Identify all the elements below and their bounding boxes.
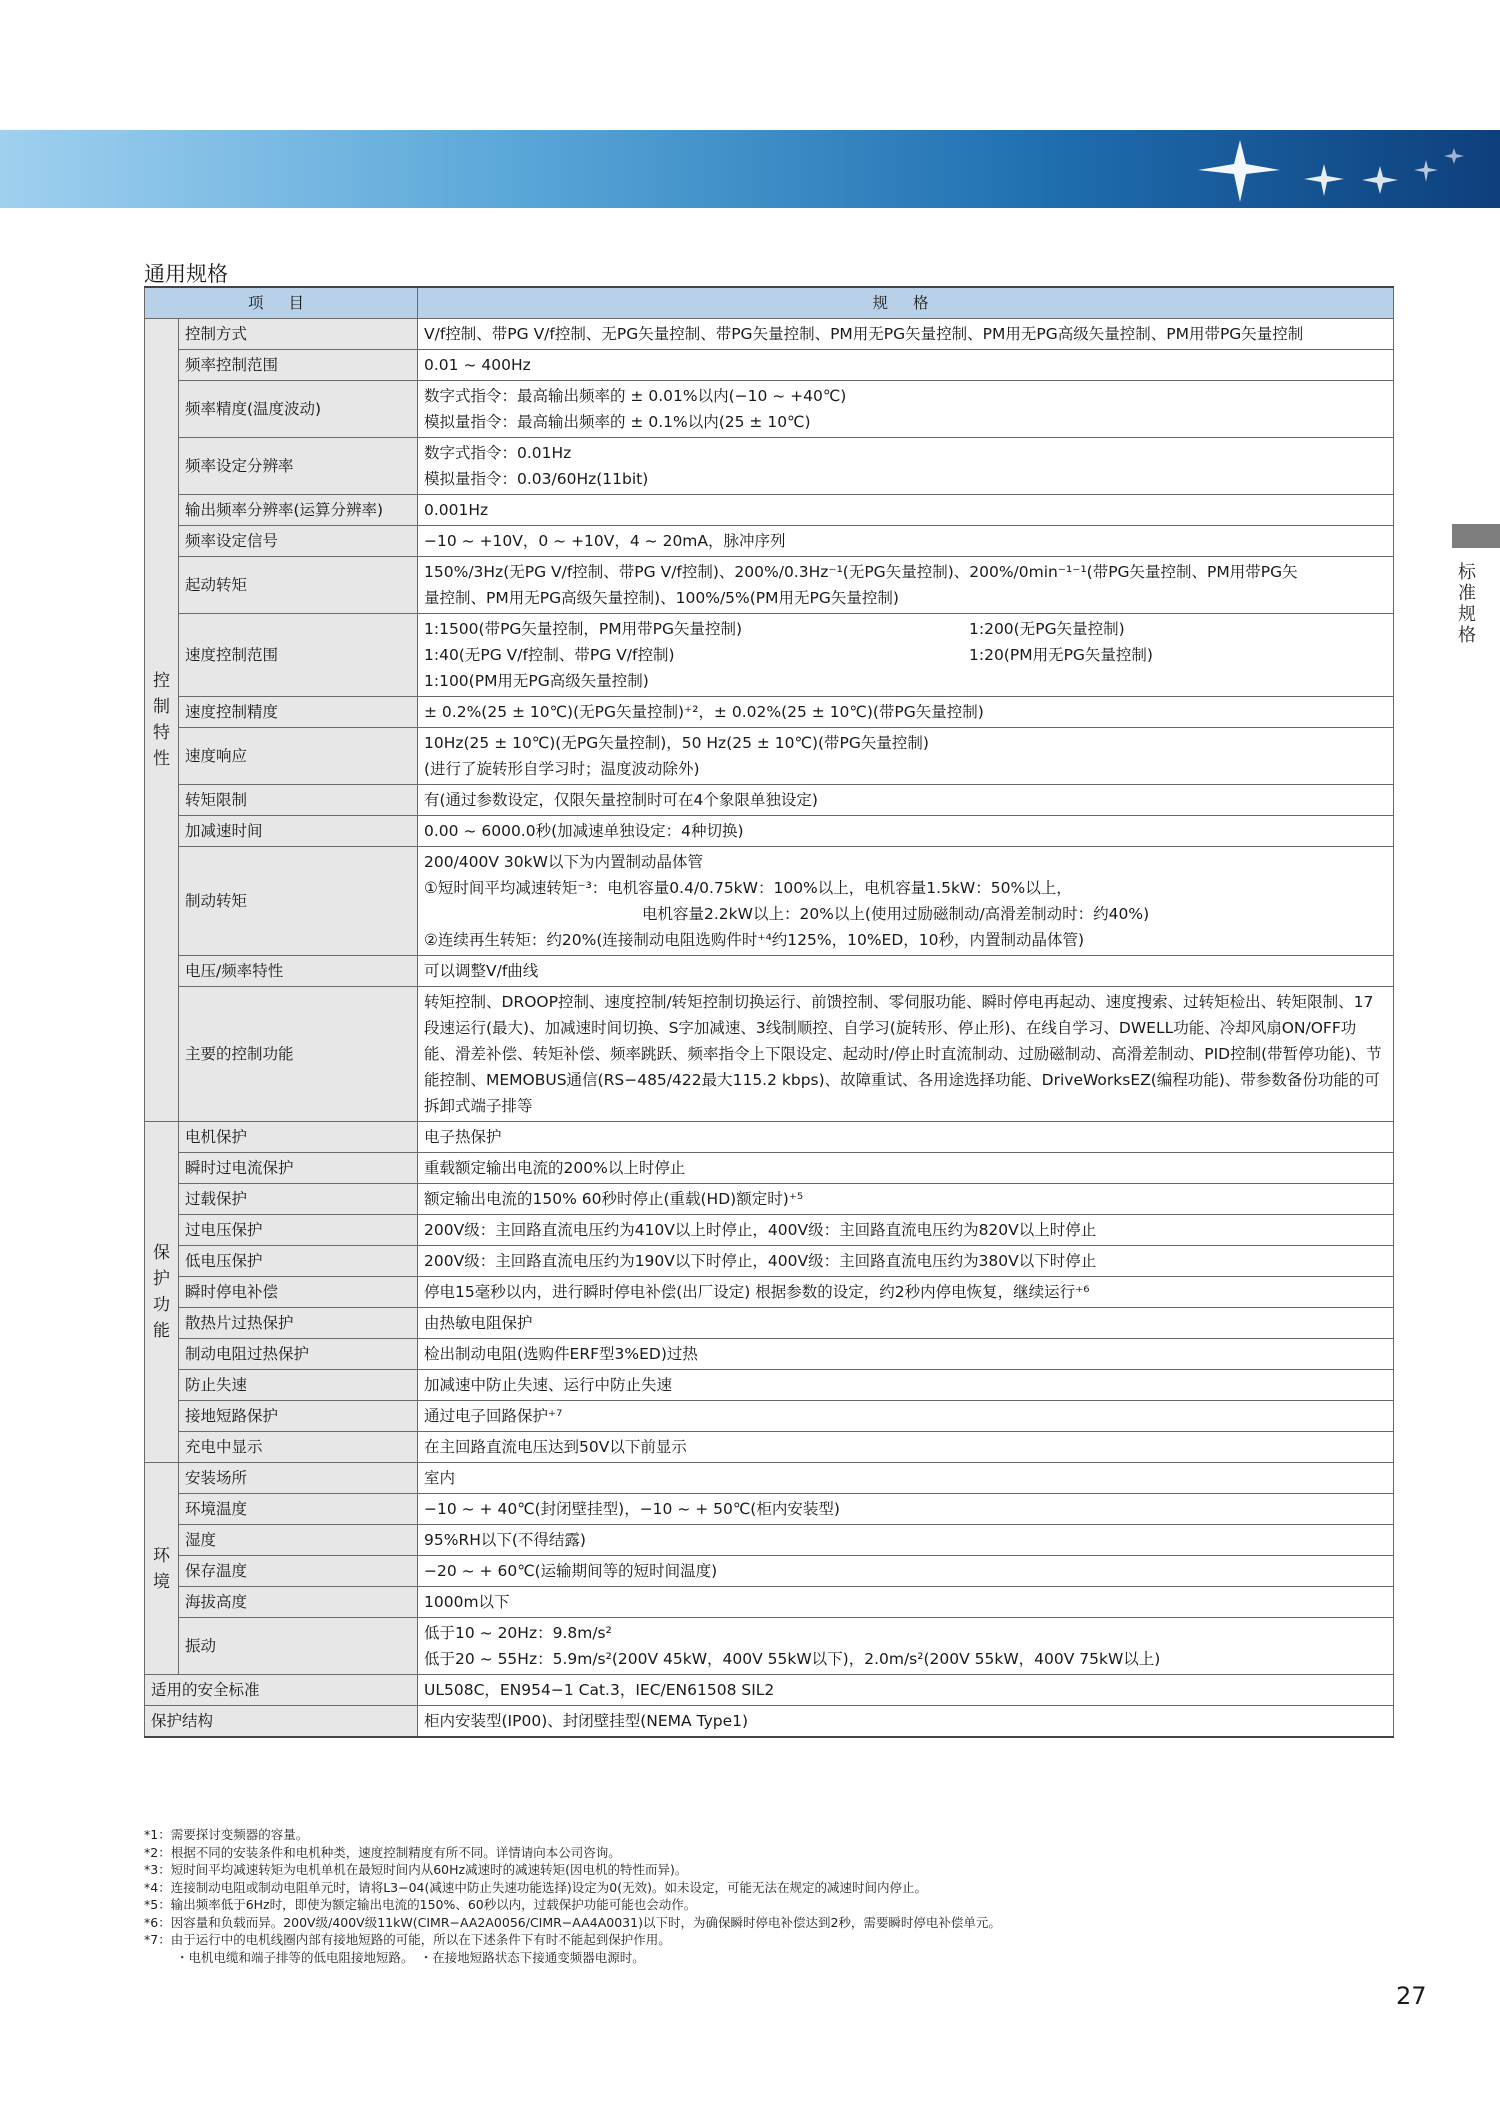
table-row <box>145 1525 1394 1556</box>
table-row <box>145 1494 1394 1525</box>
table-row <box>145 847 1394 956</box>
table-row <box>145 495 1394 526</box>
footnote-line: *3：短时间平均减速转矩为电机单机在最短时间内从60Hz减速时的减速转矩(因电机的特性而异)。 <box>144 1862 688 1877</box>
footnotes <box>144 1826 1001 1966</box>
spec-value-line: 10Hz(25 ± 10℃)(无PG矢量控制)，50 Hz(25 ± 10℃)(带PG矢量控制) <box>424 734 929 752</box>
spec-value <box>418 438 1394 495</box>
spec-item-label: 防止失速 <box>179 1370 418 1401</box>
spec-value-line: 数字式指令：0.01Hz <box>424 444 572 462</box>
spec-item-label: 制动转矩 <box>179 847 418 956</box>
spec-value: 加减速中防止失速、运行中防止失速 <box>418 1370 1394 1401</box>
spec-value: UL508C，EN954−1 Cat.3，IEC/EN61508 SIL2 <box>418 1675 1394 1706</box>
spec-item-label: 低电压保护 <box>179 1246 418 1277</box>
spec-value-grid <box>424 616 1387 694</box>
spec-value: 重载额定输出电流的200%以上时停止 <box>418 1153 1394 1184</box>
spec-item-label: 频率设定信号 <box>179 526 418 557</box>
footnote-line: *4：连接制动电阻或制动电阻单元时，请将L3−04(减速中防止失速功能选择)设定为0(无效)。如未设定，可能无法在规定的减速时间内停止。 <box>144 1879 927 1895</box>
spec-item-label: 主要的控制功能 <box>179 987 418 1122</box>
table-row <box>145 319 1394 350</box>
table-row <box>145 1706 1394 1738</box>
spec-item-label: 接地短路保护 <box>179 1401 418 1432</box>
spec-item-label: 过载保护 <box>179 1184 418 1215</box>
spec-value-line: ①短时间平均减速转矩⁻³：电机容量0.4/0.75kW：100%以上，电机容量1.5kW：50%以上， <box>424 879 1072 897</box>
table-row <box>145 1432 1394 1463</box>
spec-value <box>418 728 1394 785</box>
table-row <box>145 1401 1394 1432</box>
column-header-spec: 规 格 <box>418 287 1394 319</box>
spec-value: 200V级：主回路直流电压约为410V以上时停止，400V级：主回路直流电压约为820V以上时停止 <box>418 1215 1394 1246</box>
spec-value: 在主回路直流电压达到50V以下前显示 <box>418 1432 1394 1463</box>
footnote-line: *6：因容量和负载而异。200V级/400V级11kW(CIMR−AA2A0056/CIMR−AA4A0031)以下时，为确保瞬时停电补偿达到2秒，需要瞬时停电补偿单元。 <box>144 1914 1001 1930</box>
spec-value <box>418 557 1394 614</box>
spec-item-label: 输出频率分辨率(运算分辨率) <box>179 495 418 526</box>
table-row <box>145 1246 1394 1277</box>
spec-item-label: 频率设定分辨率 <box>179 438 418 495</box>
spec-item-label: 频率控制范围 <box>179 350 418 381</box>
table-row <box>145 350 1394 381</box>
spec-value: 0.00 ~ 6000.0秒(加减速单独设定：4种切换) <box>418 816 1394 847</box>
spec-item-label: 瞬时停电补偿 <box>179 1277 418 1308</box>
table-row <box>145 1215 1394 1246</box>
table-row <box>145 728 1394 785</box>
spec-value-cell: 1:100(PM用无PG高级矢量控制) <box>424 672 649 690</box>
table-row <box>145 526 1394 557</box>
spec-value-line: 200/400V 30kW以下为内置制动晶体管 <box>424 853 703 871</box>
spec-item-label: 转矩限制 <box>179 785 418 816</box>
footnote-line: *2：根据不同的安装条件和电机种类，速度控制精度有所不同。详情请向本公司咨询。 <box>144 1844 621 1860</box>
table-row <box>145 1277 1394 1308</box>
spec-value-line: 150%/3Hz(无PG V/f控制、带PG V/f控制)、200%/0.3Hz⁻¹(无PG矢量控制)、200%/0min⁻¹⁻¹(带PG矢量控制、PM用带PG矢 <box>424 563 1298 581</box>
spec-value: ± 0.2%(25 ± 10℃)(无PG矢量控制)⁺²，± 0.02%(25 ± 10℃)(带PG矢量控制) <box>418 697 1394 728</box>
spec-value-line: 模拟量指令：0.03/60Hz(11bit) <box>424 470 649 488</box>
spec-item-label: 速度控制精度 <box>179 697 418 728</box>
footnote-line: ・电机电缆和端子排等的低电阻接地短路。 ・在接地短路状态下接通变频器电源时。 <box>176 1949 645 1965</box>
table-row <box>145 1587 1394 1618</box>
spec-value: 95%RH以下(不得结露) <box>418 1525 1394 1556</box>
section-title: 通用规格 <box>144 262 228 286</box>
spec-item-label: 加减速时间 <box>179 816 418 847</box>
column-header-item: 项 目 <box>145 287 418 319</box>
spec-item-label: 充电中显示 <box>179 1432 418 1463</box>
spec-value: 200V级：主回路直流电压约为190V以下时停止，400V级：主回路直流电压约为380V以下时停止 <box>418 1246 1394 1277</box>
spec-value: 0.01 ~ 400Hz <box>418 350 1394 381</box>
spec-item-label: 控制方式 <box>179 319 418 350</box>
spec-value: −20 ~ + 60℃(运输期间等的短时间温度) <box>418 1556 1394 1587</box>
table-row <box>145 816 1394 847</box>
table-row <box>145 1184 1394 1215</box>
specification-table <box>144 286 1394 1738</box>
table-row <box>145 1556 1394 1587</box>
table-row <box>145 1675 1394 1706</box>
table-row <box>145 956 1394 987</box>
spec-value: 由热敏电阻保护 <box>418 1308 1394 1339</box>
table-row <box>145 1370 1394 1401</box>
spec-value: −10 ~ + 40℃(封闭壁挂型)，−10 ~ + 50℃(柜内安装型) <box>418 1494 1394 1525</box>
spec-value <box>418 1618 1394 1675</box>
category-cell-control: 控制特性 <box>145 319 179 1122</box>
spec-value: V/f控制、带PG V/f控制、无PG矢量控制、带PG矢量控制、PM用无PG矢量控制、PM用无PG高级矢量控制、PM用带PG矢量控制 <box>418 319 1394 350</box>
page-number: 27 <box>1396 1982 1427 2010</box>
spec-value-line: (进行了旋转形自学习时；温度波动除外) <box>424 760 700 778</box>
spec-value-line: 模拟量指令：最高输出频率的 ± 0.1%以内(25 ± 10℃) <box>424 413 811 431</box>
spec-item-label: 瞬时过电流保护 <box>179 1153 418 1184</box>
table-row <box>145 1122 1394 1153</box>
star-decoration-icon <box>1080 130 1500 208</box>
spec-item-label: 散热片过热保护 <box>179 1308 418 1339</box>
spec-value-cell: 1:1500(带PG矢量控制，PM用带PG矢量控制) <box>424 620 743 638</box>
category-cell-protection: 保护功能 <box>145 1122 179 1463</box>
table-row <box>145 785 1394 816</box>
table-row <box>145 1339 1394 1370</box>
spec-value-line: 电机容量2.2kW以上：20%以上(使用过励磁制动/高滑差制动时：约40%) <box>642 905 1150 923</box>
spec-value: 额定输出电流的150% 60秒时停止(重载(HD)额定时)⁺⁵ <box>418 1184 1394 1215</box>
spec-value-cell <box>969 668 1387 694</box>
spec-item-label: 湿度 <box>179 1525 418 1556</box>
table-header-row <box>145 287 1394 319</box>
spec-value <box>418 614 1394 697</box>
spec-item-label: 起动转矩 <box>179 557 418 614</box>
spec-value-cell: 1:20(PM用无PG矢量控制) <box>969 646 1153 664</box>
footnote-line: *5：输出频率低于6Hz时，即使为额定输出电流的150%、60秒以内，过载保护功能可能也会动作。 <box>144 1897 697 1912</box>
spec-item-label: 速度控制范围 <box>179 614 418 697</box>
table-row <box>145 381 1394 438</box>
spec-item-label: 速度响应 <box>179 728 418 785</box>
spec-value: 可以调整V/f曲线 <box>418 956 1394 987</box>
spec-item-label: 适用的安全标准 <box>145 1675 418 1706</box>
spec-value: 电子热保护 <box>418 1122 1394 1153</box>
spec-value <box>418 847 1394 956</box>
spec-value-line: 量控制、PM用无PG高级矢量控制)、100%/5%(PM用无PG矢量控制) <box>424 589 899 607</box>
spec-item-label: 制动电阻过热保护 <box>179 1339 418 1370</box>
spec-item-label: 过电压保护 <box>179 1215 418 1246</box>
table-row <box>145 614 1394 697</box>
side-tab-marker <box>1452 524 1500 548</box>
spec-value: 停电15毫秒以内，进行瞬时停电补偿(出厂设定) 根据参数的设定，约2秒内停电恢复，继续运行⁺⁶ <box>418 1277 1394 1308</box>
spec-value-line: 低于20 ~ 55Hz：5.9m/s²(200V 45kW，400V 55kW以下)，2.0m/s²(200V 55kW，400V 75kW以上) <box>424 1650 1161 1668</box>
footnote-line: *7：由于运行中的电机线圈内部有接地短路的可能，所以在下述条件下有时不能起到保护作用。 <box>144 1932 671 1947</box>
table-row <box>145 1618 1394 1675</box>
table-row <box>145 557 1394 614</box>
spec-item-label: 环境温度 <box>179 1494 418 1525</box>
spec-item-label: 电机保护 <box>179 1122 418 1153</box>
spec-item-label: 电压/频率特性 <box>179 956 418 987</box>
spec-value-cell: 1:200(无PG矢量控制) <box>969 620 1125 638</box>
spec-value: −10 ~ +10V，0 ~ +10V，4 ~ 20mA，脉冲序列 <box>418 526 1394 557</box>
spec-item-label: 海拔高度 <box>179 1587 418 1618</box>
table-row <box>145 438 1394 495</box>
spec-value: 室内 <box>418 1463 1394 1494</box>
table-row <box>145 697 1394 728</box>
header-banner <box>0 130 1500 208</box>
spec-value-line: 低于10 ~ 20Hz：9.8m/s² <box>424 1624 612 1642</box>
spec-item-label: 频率精度(温度波动) <box>179 381 418 438</box>
spec-value-line: ②连续再生转矩：约20%(连接制动电阻选购件时⁺⁴约125%，10%ED，10秒，内置制动晶体管) <box>424 931 1085 949</box>
table-row <box>145 1463 1394 1494</box>
spec-value-line: 数字式指令：最高输出频率的 ± 0.01%以内(−10 ~ +40℃) <box>424 387 847 405</box>
spec-value: 通过电子回路保护⁺⁷ <box>418 1401 1394 1432</box>
spec-item-label: 振动 <box>179 1618 418 1675</box>
spec-value: 检出制动电阻(选购件ERF型3%ED)过热 <box>418 1339 1394 1370</box>
spec-value-cell: 1:40(无PG V/f控制、带PG V/f控制) <box>424 646 675 664</box>
spec-value: 柜内安装型(IP00)、封闭壁挂型(NEMA Type1) <box>418 1706 1394 1738</box>
side-section-label: 标准规格 <box>1458 562 1476 646</box>
spec-item-label: 保存温度 <box>179 1556 418 1587</box>
spec-item-label: 保护结构 <box>145 1706 418 1738</box>
spec-value: 转矩控制、DROOP控制、速度控制/转矩控制切换运行、前馈控制、零伺服功能、瞬时停电再起动、速度搜索、过转矩检出、转矩限制、17段速运行(最大)、加减速时间切换、S字加减速、3线制顺控、自学习(旋转形、停止形)、在线自学习、DWELL功能、冷却风扇ON/OFF功能、滑差补偿、转矩补偿、频率跳跃、频率指令上下限设定、起动时/停止时直流制动、过励磁制动、高滑差制动、PID控制(带暂停功能)、节能控制、MEMOBUS通信(RS−485/422最大115.2 kbps)、故障重试、各用途选择功能、DriveWorksEZ(编程功能)、带参数备份功能的可拆卸式端子排等 <box>418 987 1394 1122</box>
spec-item-label: 安装场所 <box>179 1463 418 1494</box>
category-cell-environment: 环境 <box>145 1463 179 1675</box>
spec-value: 0.001Hz <box>418 495 1394 526</box>
table-row <box>145 1153 1394 1184</box>
spec-value: 有(通过参数设定，仅限矢量控制时可在4个象限单独设定) <box>418 785 1394 816</box>
table-row <box>145 1308 1394 1339</box>
footnote-line: *1：需要探讨变频器的容量。 <box>144 1827 309 1842</box>
spec-value: 1000m以下 <box>418 1587 1394 1618</box>
table-row <box>145 987 1394 1122</box>
spec-value <box>418 381 1394 438</box>
